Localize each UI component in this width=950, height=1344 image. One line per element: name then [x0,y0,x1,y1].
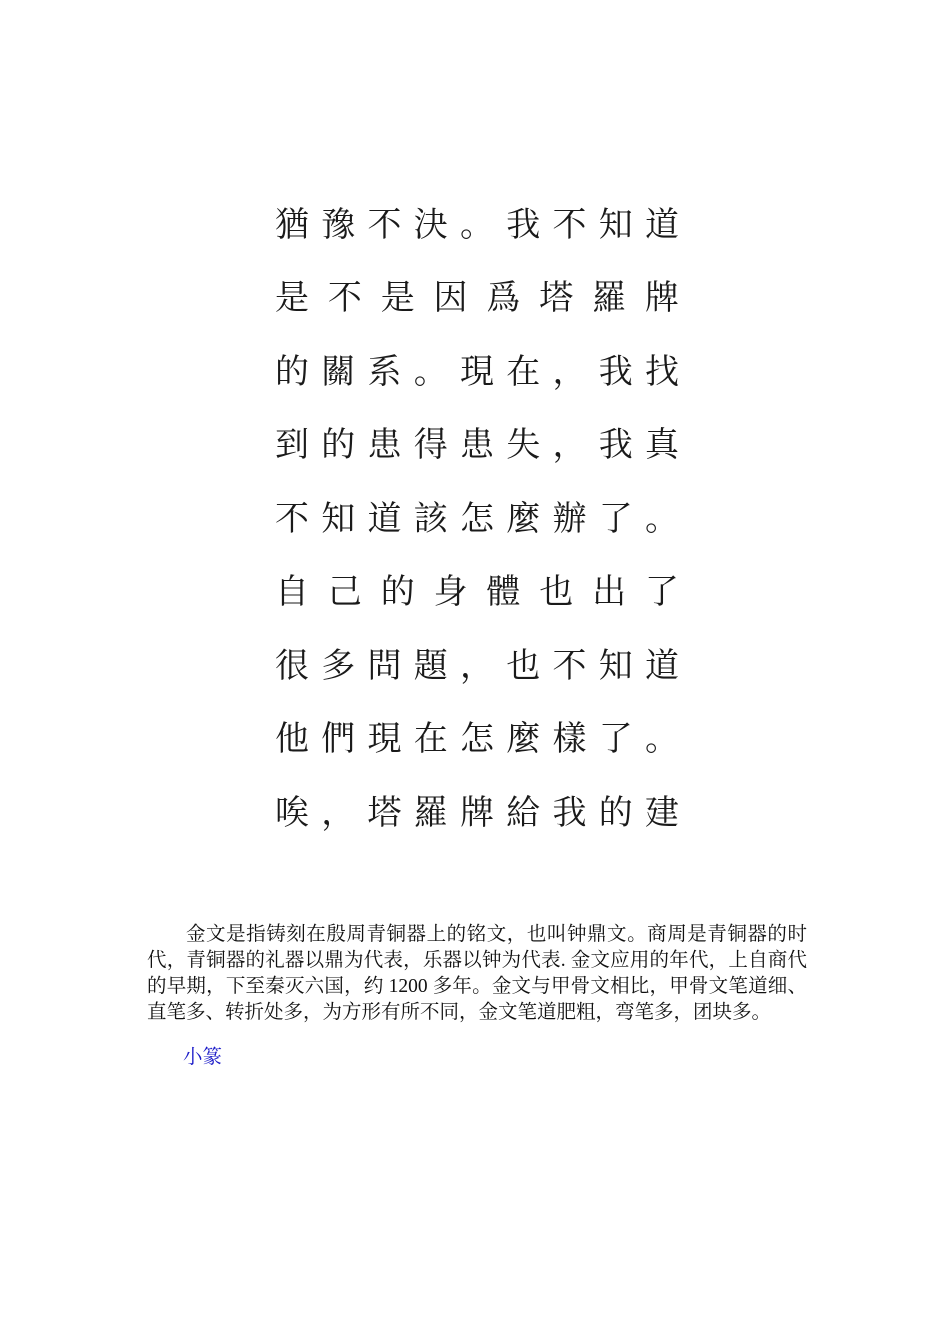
seal-char: 羅 [592,278,627,319]
seal-char: 該 [413,498,448,539]
seal-char: ， [552,425,587,466]
seal-char: ， [460,645,494,686]
seal-char: 唉 [275,792,309,833]
seal-char: 麼 [506,719,541,760]
seal-char: 失 [506,425,541,466]
seal-char: 的 [380,572,415,613]
seal-char: 塔 [539,278,574,319]
seal-char: 豫 [321,204,356,245]
seal-char: 身 [433,572,468,613]
seal-char: 是 [275,278,309,319]
seal-char: 他 [275,719,309,760]
seal-line [272,262,682,336]
seal-char: 是 [380,278,415,319]
seal-char: 猶 [275,204,309,245]
seal-char: 關 [321,351,356,392]
seal-char: 牌 [460,792,494,833]
seal-char: 知 [321,498,356,539]
seal-char: 樣 [552,719,587,760]
seal-char: 問 [367,645,402,686]
seal-char: 因 [433,278,468,319]
seal-char: 找 [645,351,679,392]
seal-char: 也 [539,572,574,613]
seal-script-text-image [272,188,682,850]
seal-char: 怎 [460,719,494,760]
seal-char: 了 [644,572,679,613]
seal-line [272,482,682,556]
seal-char: 系 [367,351,402,392]
seal-char: 自 [275,572,309,613]
seal-char: 己 [327,572,362,613]
seal-char: 。 [413,351,448,392]
seal-char: 我 [506,204,541,245]
seal-char: ， [321,792,356,833]
small-seal-link[interactable]: 小篆 [183,1047,223,1068]
seal-char: 決 [413,204,448,245]
seal-char: 體 [486,572,521,613]
seal-char: 了 [598,719,633,760]
seal-char: 怎 [460,498,494,539]
seal-char: 給 [506,792,541,833]
seal-char: 到 [275,425,309,466]
seal-char: 得 [413,425,448,466]
seal-char: 很 [275,645,309,686]
seal-char: 知 [598,204,633,245]
seal-char: 患 [367,425,402,466]
seal-char: 的 [275,351,309,392]
seal-char: 。 [460,204,494,245]
bronze-inscription-description: 金文是指铸刻在殷周青铜器上的铭文，也叫钟鼎文。商周是青铜器的时代，青铜器的礼器以鼎为代表，乐器以钟为代表. 金文应用的年代，上自商代的早期，下至秦灭六国，约 1200 多年。金文与甲骨文相比，甲骨文笔道细、直笔多、转折处多，为方形有所不同，金文笔道肥粗，弯笔多，团块多。 [147,924,807,1023]
seal-line [272,629,682,703]
seal-char: 患 [460,425,494,466]
seal-char: 。 [645,498,679,539]
seal-char: 在 [413,719,448,760]
seal-line [272,188,682,262]
seal-line [272,776,682,850]
seal-char: 。 [645,719,679,760]
seal-char: 的 [598,792,633,833]
seal-char: 不 [327,278,362,319]
seal-char: 塔 [367,792,402,833]
seal-char: 了 [598,498,633,539]
seal-char: 不 [275,498,309,539]
seal-char: 也 [506,645,541,686]
seal-char: 建 [645,792,679,833]
seal-char: 不 [367,204,402,245]
seal-char: 辦 [552,498,587,539]
seal-char: 我 [552,792,587,833]
seal-char: 現 [367,719,402,760]
seal-char: 知 [598,645,633,686]
seal-char: 們 [321,719,356,760]
seal-char: 多 [321,645,356,686]
seal-char: 現 [460,351,494,392]
seal-char: 麼 [506,498,541,539]
seal-char: 不 [552,645,587,686]
seal-char: ， [552,351,587,392]
seal-char: 道 [367,498,402,539]
seal-char: 道 [645,204,679,245]
seal-line [272,703,682,777]
seal-char: 不 [552,204,587,245]
seal-char: 我 [598,351,633,392]
seal-line [272,556,682,630]
seal-char: 真 [645,425,679,466]
seal-char: 題 [413,645,448,686]
seal-line [272,409,682,483]
seal-char: 道 [645,645,679,686]
seal-line [272,335,682,409]
seal-char: 的 [321,425,356,466]
seal-char: 牌 [644,278,679,319]
seal-char: 爲 [486,278,521,319]
seal-char: 羅 [413,792,448,833]
seal-char: 出 [592,572,627,613]
seal-char: 在 [506,351,541,392]
seal-char: 我 [598,425,633,466]
